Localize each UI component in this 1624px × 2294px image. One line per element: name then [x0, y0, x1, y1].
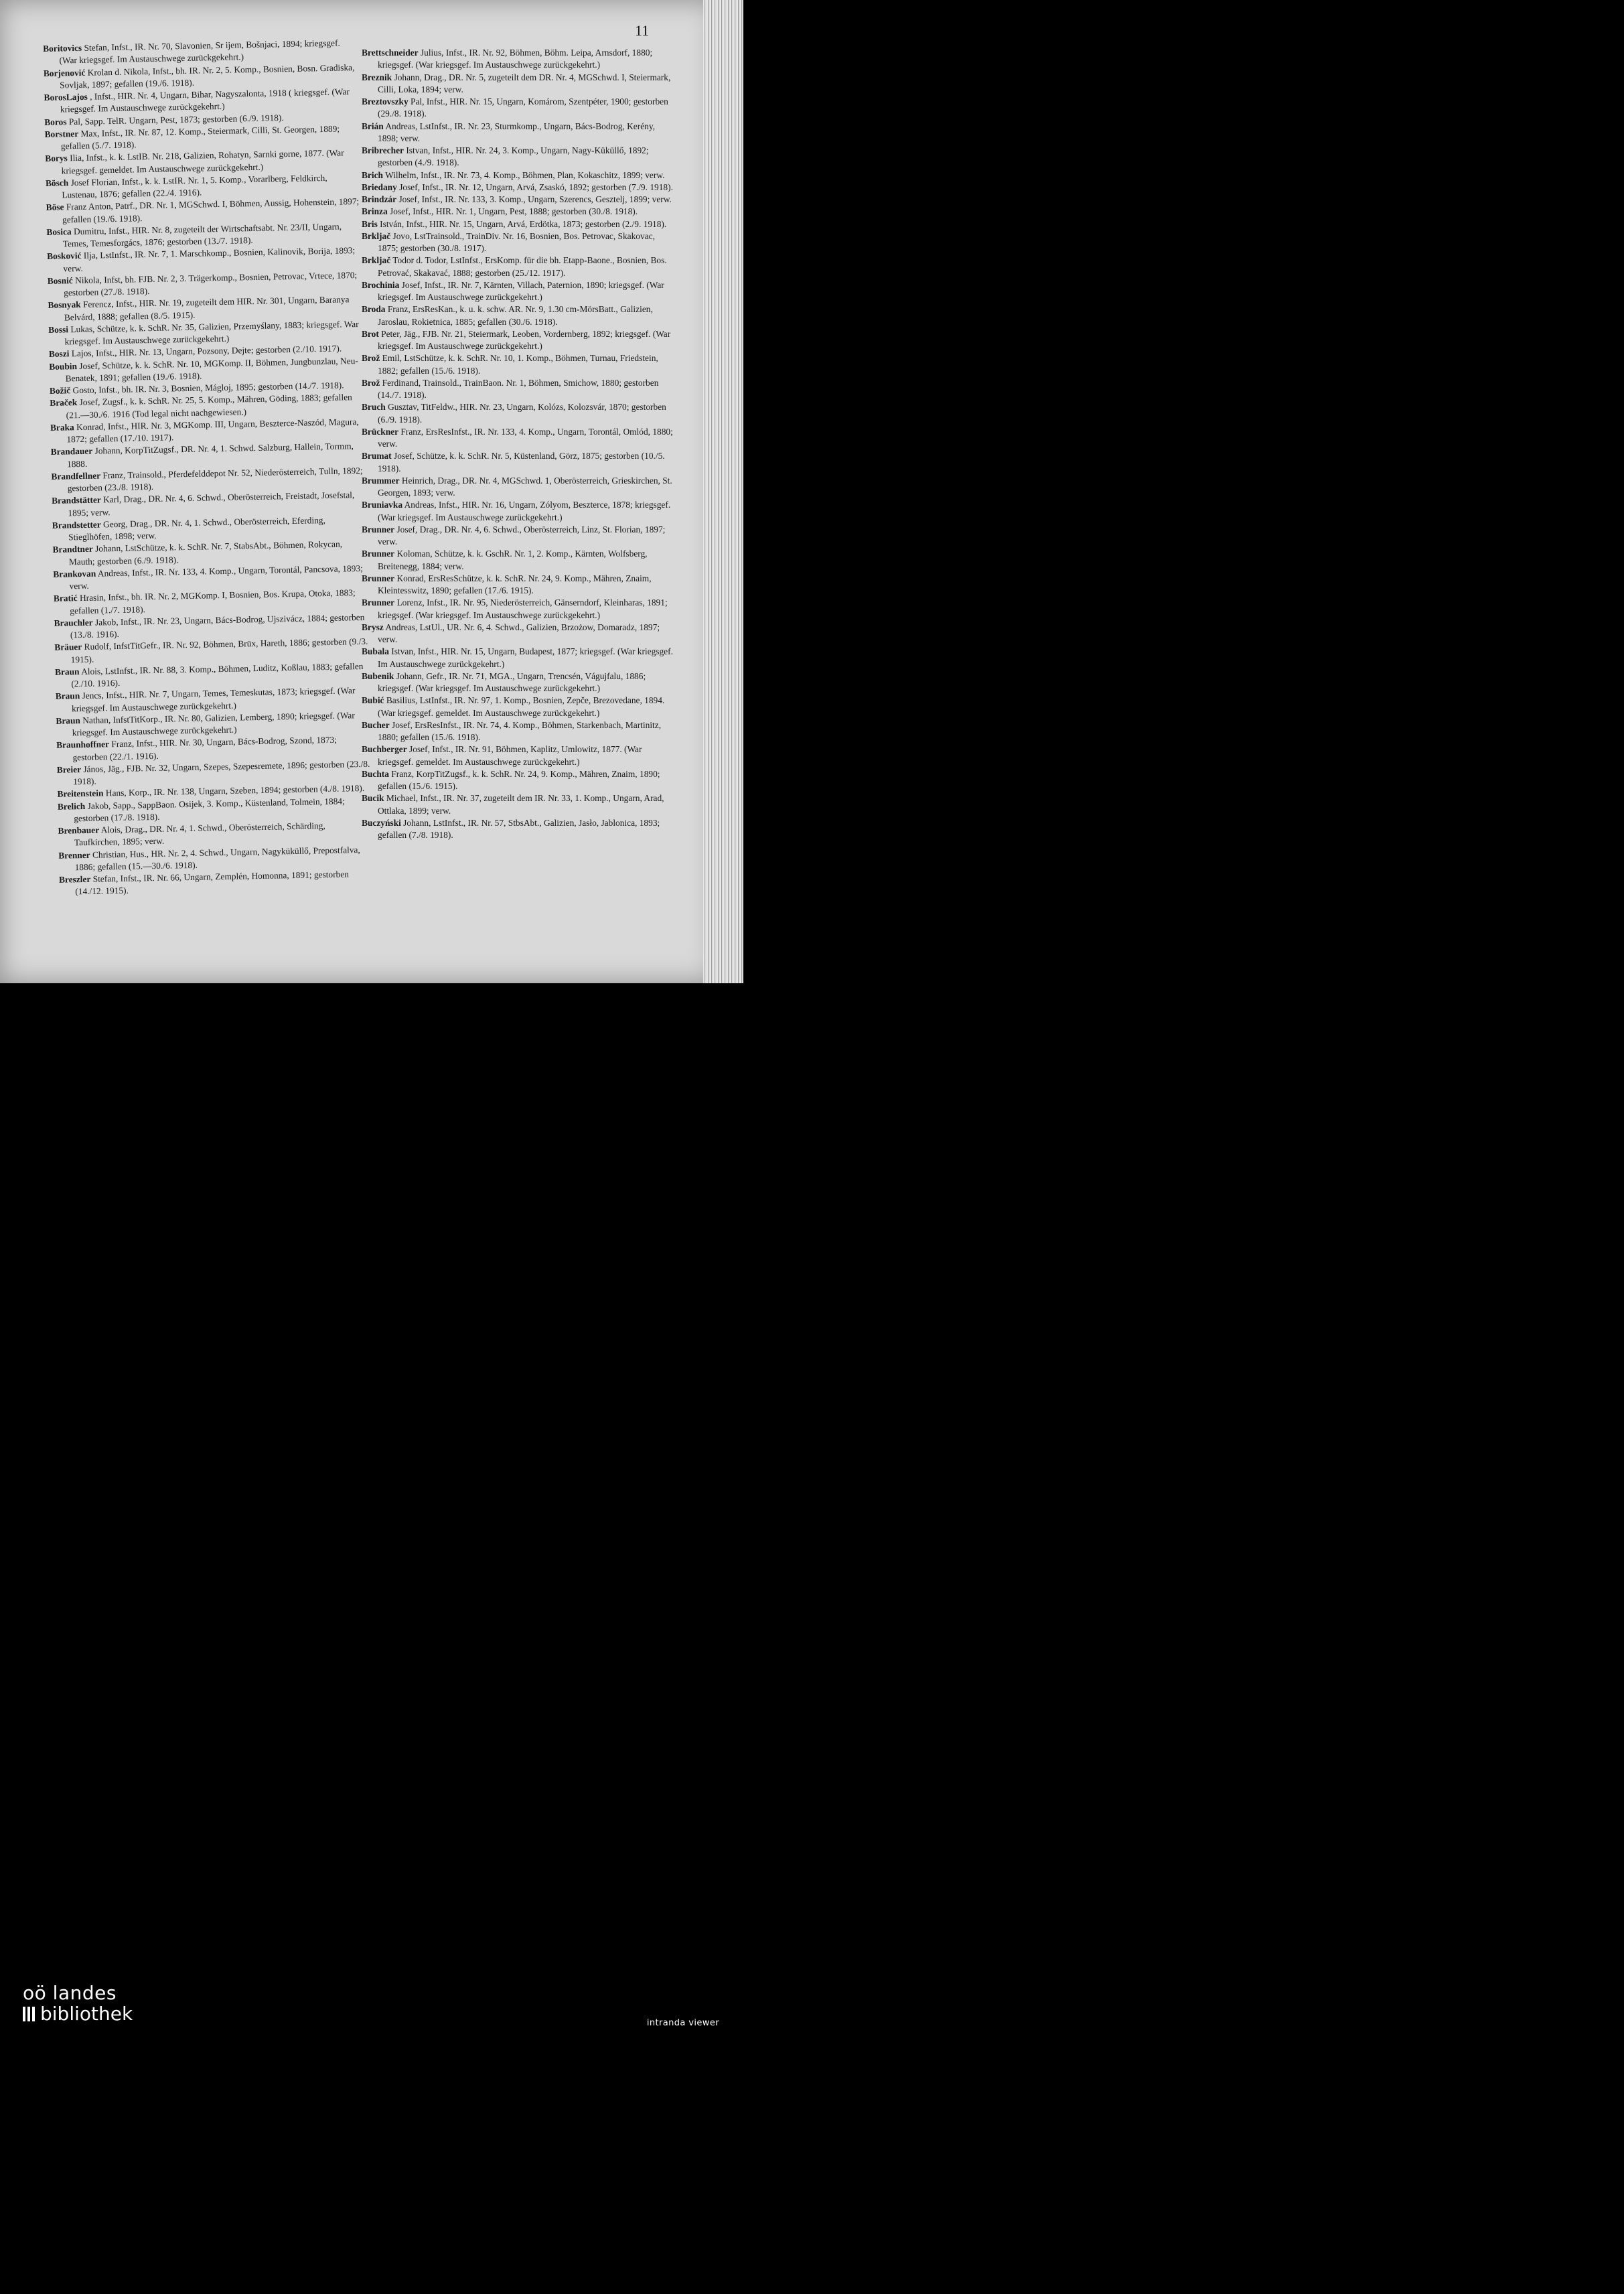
- register-entry: [362, 47, 676, 72]
- register-entry: [362, 573, 676, 597]
- entry-details: Jakob, Infst., IR. Nr. 23, Ungarn, Bács-Bodrog, Ujszivácz, 1884; gestorben (13./8. 1916).: [70, 612, 365, 640]
- entry-details: Ilja, LstInfst., IR. Nr. 7, 1. Marschkomp., Bosnien, Kalinovik, Borija, 1893; verw.: [63, 245, 356, 273]
- entry-details: Josef Florian, Infst., k. k. LstIR. Nr. 1, 5. Komp., Vorarlberg, Feldkirch, Lustenau, 1876; gefallen (22./4. 1916).: [62, 172, 327, 200]
- entry-surname: Brot: [362, 328, 379, 339]
- viewer-label[interactable]: intranda viewer: [646, 2018, 719, 2028]
- entry-details: Peter, Jäg., FJB. Nr. 21, Steiermark, Leoben, Vordernberg, 1892; kriegsgef. (War kriegsgef. Im Austauschwege zurückgekehrt.): [378, 328, 671, 351]
- right-column: [362, 47, 676, 974]
- entry-surname: Boros: [44, 116, 67, 127]
- entry-details: Alois, LstInfst., IR. Nr. 88, 3. Komp., Böhmen, Luditz, Koßlau, 1883; gefallen (2./10. 1916).: [71, 660, 364, 689]
- entry-surname: Brelich: [57, 800, 86, 812]
- entry-details: Josef, Infst., IR. Nr. 91, Böhmen, Kaplitz, Umlowitz, 1877. (War kriegsgef. gemeldet. Im Austauschwege zurückgekehrt.): [378, 744, 642, 767]
- entry-details: Franz Anton, Patrf., DR. Nr. 1, MGSchwd. I, Böhmen, Aussig, Hohenstein, 1897; gefallen (19./6. 1918).: [62, 196, 360, 224]
- entry-surname: Broda: [362, 304, 386, 315]
- entry-details: Koloman, Schütze, k. k. GschR. Nr. 1, 2. Komp., Kärnten, Wolfsberg, Breitenegg, 1884; verw.: [378, 549, 648, 571]
- logo-text-line1: oö landes: [23, 1982, 117, 2004]
- entry-surname: Bosnić: [47, 275, 73, 286]
- entry-surname: Brkljač: [362, 230, 391, 241]
- entry-surname: Brandstätter: [51, 494, 101, 506]
- register-entry: [362, 194, 676, 206]
- entry-details: Josef, Infst., IR. Nr. 133, 3. Komp., Ungarn, Szerencs, Gesztelj, 1899; verw.: [398, 194, 672, 204]
- entry-details: Ilia, Infst., k. k. LstIB. Nr. 218, Galizien, Rohatyn, Sarnki gorne, 1877. (War kriegsgef. gemeldet. Im Austauschwege zurückgekehrt.): [61, 147, 344, 176]
- entry-surname: Boritovics: [43, 42, 82, 54]
- entry-details: Johann, Gefr., IR. Nr. 71, MGA., Ungarn, Trencsén, Vágujfalu, 1886; kriegsgef. (War kriegsgef. Im Austauschwege zurückgekehrt.): [378, 670, 646, 693]
- register-entry: [362, 377, 676, 402]
- entry-surname: Braun: [54, 666, 80, 677]
- entry-surname: Brich: [362, 169, 383, 180]
- register-entry: [362, 743, 676, 768]
- entry-details: Johann, LstSchütze, k. k. SchR. Nr. 7, StabsAbt., Böhmen, Rokycan, Mauth; gestorben (6./9. 1918).: [68, 539, 343, 567]
- entry-surname: Brandtner: [52, 543, 93, 555]
- register-entry: [362, 72, 676, 96]
- entry-details: Lorenz, Infst., IR. Nr. 95, Niederösterreich, Gänserndorf, Kleinharas, 1891; kriegsgef. (War kriegsgef. Im Austauschwege zurückgekehrt.): [378, 597, 668, 620]
- entry-details: Dumitru, Infst., HIR. Nr. 8, zugeteilt der Wirtschaftsabt. Nr. 23/II, Ungarn, Temes, Temesforgács, 1876; gestorben (13./7. 1918).: [62, 221, 342, 249]
- entry-surname: Borjenović: [43, 67, 86, 78]
- entry-details: Stefan, Infst., IR. Nr. 66, Ungarn, Zemplén, Homonna, 1891; gestorben (14./12. 1915).: [75, 869, 350, 897]
- entry-details: Heinrich, Drag., DR. Nr. 4, MGSchwd. 1, Oberösterreich, Grieskirchen, St. Georgen, 1893; verw.: [378, 475, 672, 498]
- entry-details: Christian, Hus., HR. Nr. 2, 4. Schwd., Ungarn, Nagyküküllő, Prepostfalva, 1886; gefallen (15.—30./6. 1918).: [74, 844, 360, 873]
- entry-surname: Bosica: [46, 226, 72, 237]
- entry-surname: Brunner: [362, 549, 395, 559]
- register-entry: [362, 218, 676, 230]
- entry-details: Franz, Infst., HIR. Nr. 30, Ungarn, Bács-Bodrog, Szond, 1873; gestorben (22./1. 1916).: [72, 735, 338, 762]
- entry-details: Konrad, ErsResSchütze, k. k. SchR. Nr. 24, 9. Komp., Mähren, Znaim, Kleintesswitz, 1890; gefallen (17./6. 1915).: [378, 573, 652, 595]
- logo-text-line2: bibliothek: [40, 2003, 133, 2025]
- entry-details: Franz, Trainsold., Pferdefelddepot Nr. 52, Niederösterreich, Tulln, 1892; gestorben (23./8. 1918).: [67, 465, 363, 494]
- entry-details: Nikola, Infst, bh. FJB. Nr. 2, 3. Trägerkomp., Bosnien, Petrovac, Vrtece, 1870; gestorben (27./8. 1918).: [64, 269, 358, 298]
- entry-details: Hrasin, Infst., bh. IR. Nr. 2, MGKomp. I, Bosnien, Bos. Krupa, Otoka, 1883; gefallen (1./7. 1918).: [70, 587, 356, 616]
- register-entry: [362, 548, 676, 573]
- entry-surname: Brumat: [362, 451, 392, 461]
- entry-details: Michael, Infst., IR. Nr. 37, zugeteilt dem IR. Nr. 33, 1. Komp., Ungarn, Arad, Ottlaka, 1899; verw.: [378, 793, 664, 816]
- page-edges: [703, 0, 743, 983]
- register-entry: [362, 303, 676, 328]
- entry-surname: Bubić: [362, 695, 384, 706]
- entry-surname: Buchta: [362, 768, 389, 779]
- entry-details: Andreas, LstUl., UR. Nr. 6, 4. Schwd., Galizien, Brzożow, Domaradz, 1897; verw.: [378, 622, 660, 644]
- entry-surname: Brankovan: [53, 568, 96, 579]
- register-entry: [362, 524, 676, 549]
- entry-details: Johann, LstInfst., IR. Nr. 57, StbsAbt., Galizien, Jasło, Jablonica, 1893; gefallen (7./8. 1918).: [378, 817, 660, 840]
- entry-details: Josef, Schütze, k. k. SchR. Nr. 5, Küstenland, Görz, 1875; gestorben (10./5. 1918).: [378, 451, 665, 474]
- entry-details: Max, Infst., IR. Nr. 87, 12. Komp., Steiermark, Cilli, St. Georgen, 1889; gefallen (5./7. 1918).: [60, 123, 340, 151]
- entry-details: Jovo, LstTrainsold., TrainDiv. Nr. 16, Bosnien, Bos. Petrovac, Skakovac, 1875; gestorben (30./8. 1917).: [378, 230, 655, 253]
- entry-details: Julius, Infst., IR. Nr. 92, Böhmen, Böhm. Leipa, Arnsdorf, 1880; kriegsgef. (War kriegsgef. Im Austauschwege zurückgekehrt.): [378, 48, 653, 70]
- left-column: [43, 37, 375, 970]
- entry-surname: Brysz: [362, 622, 384, 632]
- entry-details: Ferencz, Infst., HIR. Nr. 19, zugeteilt dem HIR. Nr. 301, Ungarn, Baranya Belvárd, 1888; gefallen (8./5. 1915).: [64, 294, 350, 322]
- entry-surname: Brindzár: [362, 194, 397, 204]
- entry-surname: Borys: [45, 153, 68, 164]
- entry-details: Franz, ErsResInfst., IR. Nr. 133, 4. Komp., Ungarn, Torontál, Omlód, 1880; verw.: [378, 426, 673, 449]
- entry-details: Istvan, Infst., HIR. Nr. 15, Ungarn, Budapest, 1877; kriegsgef. (War kriegsgef. Im Austauschwege zurückgekehrt.): [378, 646, 673, 669]
- page-number: 11: [635, 22, 650, 39]
- entry-surname: Braka: [50, 421, 74, 433]
- entry-details: Gusztav, TitFeldw., HIR. Nr. 23, Ungarn, Kolózs, Kolozsvár, 1870; gestorben (6./9. 1918).: [378, 402, 666, 425]
- register-entry: [362, 352, 676, 377]
- register-entry: [362, 279, 676, 304]
- entry-surname: Breier: [56, 764, 82, 775]
- entry-surname: Brauchler: [54, 617, 93, 628]
- register-entry: [362, 206, 676, 218]
- entry-surname: Bräuer: [54, 642, 82, 653]
- entry-details: János, Jäg., FJB. Nr. 32, Ungarn, Szepes, Szepesremete, 1896; gestorben (23./8. 1918).: [73, 758, 370, 787]
- entry-details: Georg, Drag., DR. Nr. 4, 1. Schwd., Oberösterreich, Eferding, Stieglhöfen, 1898; verw.: [68, 514, 325, 543]
- entry-surname: Brenner: [58, 849, 90, 861]
- register-entry: [362, 145, 676, 169]
- entry-details: Nathan, InfstTitKorp., IR. Nr. 80, Galizien, Lemberg, 1890; kriegsgef. (War kriegsgef. Im Austauschwege zurückgekehrt.): [72, 709, 355, 738]
- entry-details: Alois, Drag., DR. Nr. 4, 1. Schwd., Oberösterreich, Schärding, Taufkirchen, 1895; verw.: [74, 820, 325, 848]
- entry-surname: Boubin: [49, 360, 78, 372]
- entry-surname: Bösch: [45, 177, 69, 188]
- entry-details: Basilius, LstInfst., IR. Nr. 97, 1. Komp., Bosnien, Zepče, Brezovedane, 1894. (War kriegsgef. gemeldet. Im Austauschwege zurückgekehrt.): [378, 695, 665, 718]
- entry-details: Josef, ErsResInfst., IR. Nr. 74, 4. Komp., Böhmen, Starkenbach, Martinitz, 1880; gefallen (15./6. 1918).: [378, 719, 662, 742]
- entry-surname: Brož: [362, 377, 380, 388]
- entry-surname: Bris: [362, 218, 378, 229]
- register-entry: [362, 475, 676, 500]
- entry-surname: Breznik: [362, 72, 392, 82]
- entry-surname: Brunner: [362, 597, 395, 608]
- entry-details: Krolan d. Nikola, Infst., bh. IR. Nr. 2, 5. Komp., Bosnien, Bosn. Gradiska, Sovljak, 1897; gefallen (19./6. 1918).: [60, 62, 355, 90]
- entry-surname: Braunhoffner: [56, 739, 110, 751]
- entry-surname: Brandstetter: [52, 519, 101, 530]
- entry-details: Wilhelm, Infst., IR. Nr. 73, 4. Komp., Böhmen, Plan, Kokaschitz, 1899; verw.: [385, 169, 665, 180]
- register-entry: [362, 182, 676, 194]
- entry-surname: Brián: [362, 121, 384, 131]
- library-logo[interactable]: [23, 1983, 133, 2025]
- entry-surname: Brinza: [362, 206, 388, 217]
- entry-surname: Breztovszky: [362, 96, 409, 106]
- register-entry: [362, 169, 676, 182]
- entry-surname: Buchberger: [362, 744, 407, 755]
- register-entry: [362, 499, 676, 524]
- entry-details: Franz, KorpTitZugsf., k. k. SchR. Nr. 24, 9. Komp., Mähren, Znaim, 1890; gefallen (15./6. 1915).: [378, 768, 660, 791]
- entry-details: Pal, Sapp. TelR. Ungarn, Pest, 1873; gestorben (6./9. 1918).: [68, 112, 284, 127]
- entry-surname: Brettschneider: [362, 48, 419, 58]
- entry-details: Josef, Drag., DR. Nr. 4, 6. Schwd., Oberösterreich, Linz, St. Florian, 1897; verw.: [378, 524, 666, 547]
- register-entry: [362, 450, 676, 475]
- register-entry: [362, 792, 676, 817]
- entry-details: Andreas, Infst., HIR. Nr. 16, Ungarn, Zólyom, Beszterce, 1878; kriegsgef. (War kriegsgef. Im Austauschwege zurückgekehrt.): [378, 500, 671, 522]
- entry-details: , Infst., HIR. Nr. 4, Ungarn, Bihar, Nagyszalonta, 1918 ( kriegsgef. (War kriegsgef. Im Austauschwege zurückgekehrt.): [60, 86, 350, 115]
- entry-details: Stefan, Infst., IR. Nr. 70, Slavonien, Sr ijem, Bošnjaci, 1894; kriegsgef. (War kriegsgef. Im Austauschwege zurückgekehrt.): [59, 38, 340, 66]
- entry-surname: Bucher: [362, 719, 390, 730]
- entry-surname: Bruch: [362, 402, 386, 413]
- entry-details: Josef, Schütze, k. k. SchR. Nr. 10, MGKomp. II, Böhmen, Jungbunzlau, Neu-Benatek, 1891; gefallen (19./6. 1918).: [65, 355, 358, 384]
- register-entry: [362, 255, 676, 279]
- entry-details: Andreas, LstInfst., IR. Nr. 23, Sturmkomp., Ungarn, Bács-Bodrog, Kerény, 1898; verw.: [378, 121, 656, 143]
- entry-surname: Boszi: [48, 348, 70, 360]
- entry-details: Franz, ErsResKan., k. u. k. schw. AR. Nr. 9, 1.30 cm-MörsBatt., Galizien, Jaroslau, Rokietnica, 1885; gefallen (30./6. 1918).: [378, 304, 653, 327]
- register-entry: [362, 622, 676, 646]
- entry-details: Johann, Drag., DR. Nr. 5, zugeteilt dem DR. Nr. 4, MGSchwd. I, Steiermark, Cilli, Loka, 1894; verw.: [378, 72, 671, 94]
- entry-surname: Brož: [362, 353, 380, 364]
- entry-details: Josef, Infst., IR. Nr. 12, Ungarn, Arvá, Zsaskó, 1892; gestorben (7./9. 1918).: [399, 182, 673, 192]
- entry-surname: Bribrecher: [362, 145, 404, 155]
- register-entry: [362, 670, 676, 695]
- entry-details: Jencs, Infst., HIR. Nr. 7, Ungarn, Temes, Temeskutas, 1873; kriegsgef. (War kriegsgef. Im Austauschwege zurückgekehrt.): [71, 685, 356, 713]
- entry-details: Konrad, Infst., HIR. Nr. 3, MGKomp. III, Ungarn, Beszterce-Naszód, Magura, 1872; gefallen (17./10. 1917).: [66, 416, 359, 445]
- entry-surname: Bubala: [362, 646, 389, 657]
- entry-surname: Božič: [49, 385, 71, 396]
- entry-details: Istvan, Infst., HIR. Nr. 24, 3. Komp., Ungarn, Nagy-Küküllő, 1892; gestorben (4./9. 1918).: [378, 145, 649, 168]
- entry-surname: Braček: [50, 397, 78, 409]
- entry-details: Josef, Zugsf., k. k. SchR. Nr. 25, 5. Komp., Mähren, Göding, 1883; gefallen (21.—30./6. 1916 (Tod legal nicht nachgewiesen.): [66, 392, 352, 420]
- entry-surname: Braun: [55, 691, 80, 702]
- entry-surname: Briedany: [362, 182, 397, 192]
- register-entry: [362, 597, 676, 622]
- entry-surname: Brummer: [362, 475, 400, 486]
- entry-surname: BorosLajos: [44, 91, 88, 102]
- entry-details: Lukas, Schütze, k. k. SchR. Nr. 35, Galizien, Przemyślany, 1883; kriegsgef. War kriegsgef. Im Austauschwege zurückgekehrt.): [64, 318, 359, 347]
- entry-details: Karl, Drag., DR. Nr. 4, 6. Schwd., Oberösterreich, Freistadt, Josefstal, 1895; verw.: [68, 490, 355, 518]
- entry-surname: Brunner: [362, 573, 395, 583]
- entry-details: Todor d. Todor, LstInfst., ErsKomp. für die bh. Etapp-Baone., Bosnien, Bos. Petrovać, Skakavać, 1888; gestorben (25./12. 1917).: [378, 255, 667, 278]
- register-entry: [59, 868, 374, 899]
- entry-details: Josef, Infst., HIR. Nr. 1, Ungarn, Pest, 1888; gestorben (30./8. 1918).: [390, 206, 638, 217]
- register-entry: [362, 426, 676, 451]
- entry-details: Ferdinand, Trainsold., TrainBaon. Nr. 1, Böhmen, Smichow, 1880; gestorben (14./7. 1918).: [378, 377, 659, 400]
- entry-surname: Bosnyak: [48, 299, 81, 311]
- register-entry: [362, 401, 676, 426]
- entry-surname: Brückner: [362, 426, 399, 437]
- register-entry: [362, 230, 676, 255]
- entry-details: Josef, Infst., IR. Nr. 7, Kärnten, Villach, Paternion, 1890; kriegsgef. (War kriegsgef. Im Austauschwege zurückgekehrt.): [378, 279, 664, 302]
- register-entry: [362, 328, 676, 353]
- register-entry: [362, 817, 676, 842]
- entry-surname: Bratić: [53, 593, 78, 604]
- register-entry: [362, 646, 676, 670]
- entry-surname: Brochinia: [362, 279, 400, 290]
- document-page: [0, 0, 717, 983]
- entry-details: Emil, LstSchütze, k. k. SchR. Nr. 10, 1. Komp., Böhmen, Turnau, Friedstein, 1882; gefallen (15./6. 1918).: [378, 353, 658, 376]
- entry-details: Jakob, Sapp., SappBaon. Osijek, 3. Komp., Küstenland, Tolmein, 1884; gestorben (17./8. 1918).: [74, 796, 345, 824]
- entry-surname: Böse: [46, 202, 64, 213]
- entry-surname: Borstner: [44, 128, 79, 139]
- entry-surname: Brandauer: [50, 445, 93, 457]
- entry-surname: Brkljač: [362, 255, 391, 266]
- register-entry: [362, 96, 676, 121]
- entry-surname: Bossi: [48, 324, 69, 335]
- register-entry: [362, 121, 676, 145]
- entry-details: Lajos, Infst., HIR. Nr. 13, Ungarn, Pozsony, Dejte; gestorben (2./10. 1917).: [71, 343, 342, 359]
- entry-surname: Bubenik: [362, 670, 394, 681]
- entry-details: Pal, Infst., HIR. Nr. 15, Ungarn, Komárom, Szentpéter, 1900; gestorben (29./8. 1918).: [378, 96, 668, 119]
- entry-surname: Buczyński: [362, 817, 401, 828]
- entry-surname: Braun: [56, 715, 81, 726]
- register-entry: [362, 768, 676, 793]
- entry-surname: Brenbauer: [58, 825, 100, 836]
- entry-details: István, Infst., HIR. Nr. 15, Ungarn, Arvá, Erdötka, 1873; gestorben (2./9. 1918).: [380, 218, 667, 229]
- entry-surname: Brandfellner: [51, 470, 101, 482]
- entry-details: Gosto, Infst., bh. IR. Nr. 3, Bosnien, Mágloj, 1895; gestorben (14./7. 1918).: [72, 380, 344, 396]
- entry-details: Johann, KorpTitZugsf., DR. Nr. 4, 1. Schwd. Salzburg, Hallein, Tormm, 1888.: [66, 441, 354, 469]
- viewer-footer: [0, 983, 743, 2028]
- register-entry: [362, 695, 676, 719]
- register-entry: [362, 719, 676, 744]
- entry-details: Rudolf, InfstTitGefr., IR. Nr. 92, Böhmen, Brüx, Hareth, 1886; gestorben (9./3. 1915).: [70, 636, 368, 664]
- entry-surname: Brunner: [362, 524, 395, 534]
- entry-surname: Breszler: [58, 873, 91, 885]
- entry-details: Andreas, Infst., IR. Nr. 133, 4. Komp., Ungarn, Torontál, Pancsova, 1893; verw.: [69, 563, 363, 591]
- entry-details: Hans, Korp., IR. Nr. 138, Ungarn, Szeben, 1894; gestorben (4./8. 1918).: [105, 783, 365, 798]
- entry-surname: Breitenstein: [57, 788, 104, 800]
- entry-surname: Bruniavka: [362, 500, 403, 510]
- logo-bars-icon: [23, 2007, 35, 2021]
- entry-surname: Bucik: [362, 793, 384, 804]
- entry-surname: Bosković: [46, 250, 82, 262]
